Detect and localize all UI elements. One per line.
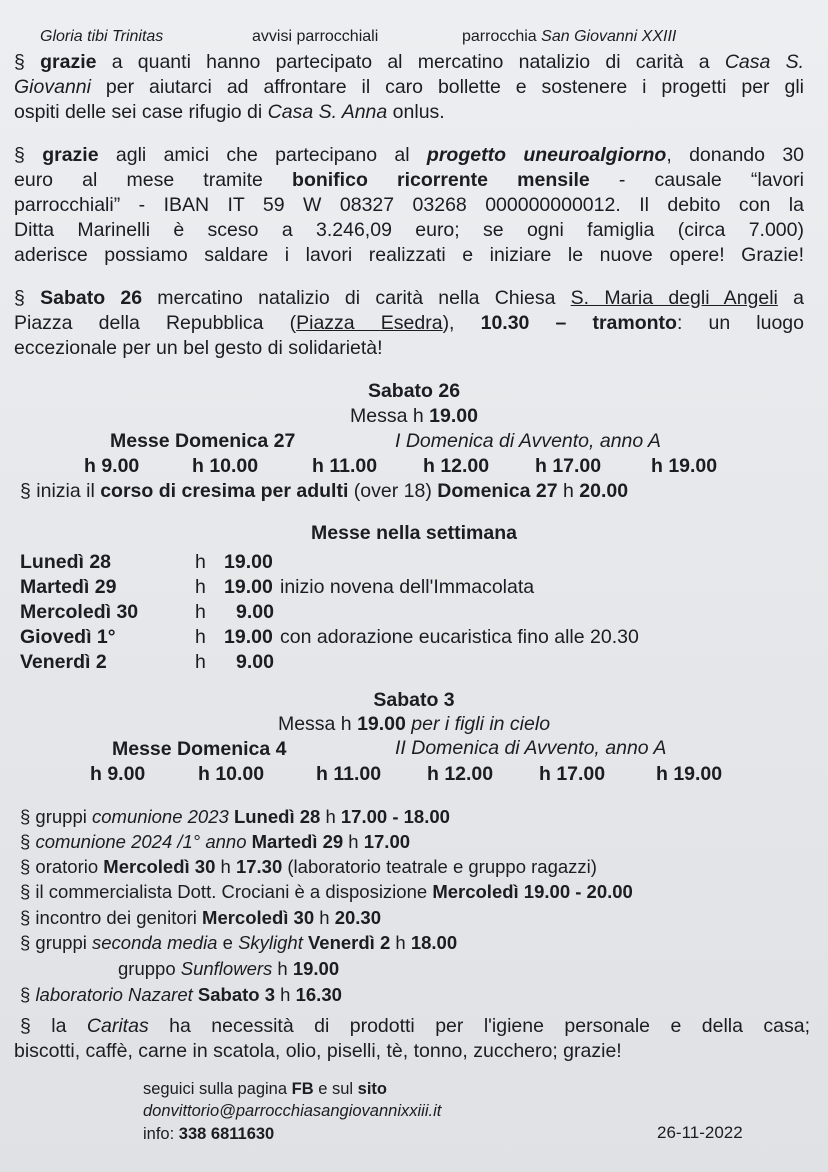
notice-caritas-line-1: § la Caritas ha necessità di prodotti per l'igiene personale e della casa; bbox=[20, 1015, 811, 1037]
market-saturday-line-3: eccezionale per un bel gesto di solidarietà! bbox=[14, 337, 383, 359]
weekday-day-5: Venerdì 2 bbox=[20, 651, 107, 673]
thanks-market-line-3: ospiti delle sei case rifugio di Casa S. Anna onlus. bbox=[14, 101, 445, 123]
weekday-day-1: Lunedì 28 bbox=[20, 551, 112, 573]
sunday-4-time-1: h 9.00 bbox=[90, 763, 146, 785]
saturday-26-title: Sabato 26 bbox=[367, 380, 461, 402]
sunday-4-time-2: h 10.00 bbox=[198, 763, 265, 785]
notice-caritas-line-2: biscotti, caffè, carne in scatola, olio, piselli, tè, tonno, zucchero; grazie! bbox=[14, 1040, 622, 1062]
weekday-day-3: Mercoledì 30 bbox=[20, 601, 139, 623]
euro-project-line-3: parrocchiali” - IBAN IT 59 W 08327 03268 000000000012. Il debito con la bbox=[14, 194, 804, 216]
saturday-3-title: Sabato 3 bbox=[373, 689, 455, 711]
header-section: avvisi parrocchiali bbox=[252, 28, 379, 45]
weekday-note-2: inizio novena dell'Immacolata bbox=[280, 576, 535, 598]
sunday-4-time-5: h 17.00 bbox=[539, 763, 606, 785]
notice-parents-meeting: § incontro dei genitori Mercoledì 30 h 20.30 bbox=[20, 907, 381, 928]
market-saturday-line-2: Piazza della Repubblica (Piazza Esedra), 10.30 – tramonto: un luogo bbox=[14, 312, 804, 334]
notice-sheet: Gloria tibi Trinitas avvisi parrocchiali parrocchia San Giovanni XXIII § grazie a quanti hanno partecipato al mercatino natalizio di carità a Casa S. Giovanni per aiutarci ad affrontare il caro bollette e sostenere i progetti per gli ospiti delle sei case rifugio di Casa S. Anna onlus. § grazie agli amici che partecipano al progetto uneuroalgiorno, donando 30 euro al mese tramite bonifico ricorrente mensile - causale “lavori parrocchiali” - IBAN IT 59 W 08327 03268 000000000012. Il debito con la Ditta Marinelli è sceso a 3.246,09 euro; se ogni famiglia (circa 7.000) aderisce possiamo saldare i lavori realizzati e iniziare le nuove opere! Grazie! § Sabato 26 mercatino natalizio di carità nella Chiesa S. Maria degli Angeli a Piazza della Repubblica (Piazza Esedra), 10.30 – tramonto: un luogo eccezionale per un bel gesto di solidarietà! Sabato 26 Messa h 19.00 Messe Domenica 27 I Domenica di Avvento, anno A h 9.00 h 10.00 h 11.00 h 12.00 h 17.00 h 19.00 § inizia il corso di cresima per adulti (over 18) Domenica 27 h 20.00 Messe nella settimana Lunedì 28 h 19.00 Martedì 29 h 19.00 inizio novena dell'Immacolata Mercoledì 30 h 9.00 Giovedì 1° h 19.00 con adorazione eucaristica fino alle 20.30 Venerdì 2 h 9.00 Sabato 3 Messa h 19.00 per i figli in cielo Messe Domenica 4 II Domenica di Avvento, anno A h 9.00 h 10.00 h 11.00 h 12.00 h 17.00 h 19.00 § gruppi comunione 2023 Lunedì 28 h 17.00 - 18.00 § comunione 2024 /1° anno Martedì 29 h 17.00 § oratorio Mercoledì 30 h 17.30 (laboratorio teatrale e gruppo ragazzi) § il commercialista Dott. Crociani è a disposizione Mercoledì 19.00 - 20.00 § incontro dei genitori Mercoledì 30 h 20.30 § gruppi seconda media e Skylight Venerdì 2 h 18.00 gruppo Sunflowers h 19.00 § laboratorio Nazaret Sabato 3 h 16.30 § la Caritas ha necessità di prodotti per l'igiene personale e della casa; biscotti, caffè, carne in scatola, olio, piselli, tè, tonno, zucchero; grazie! seguici sulla pagina FB e sul sito donvittorio@parrocchiasangiovannixxiii.it info: 338 6811630 26-11-2022 bbox=[0, 0, 828, 1172]
weekday-day-2: Martedì 29 bbox=[20, 576, 117, 598]
saturday-3-mass: Messa h 19.00 per i figli in cielo bbox=[277, 713, 551, 735]
sunday-27-time-4: h 12.00 bbox=[423, 455, 490, 477]
weekday-time-3: 9.00 bbox=[236, 601, 274, 623]
sunday-27-time-2: h 10.00 bbox=[192, 455, 259, 477]
thanks-market-line-2: Giovanni per aiutarci ad affrontare il caro bollette e sostenere i progetti per gli bbox=[14, 76, 804, 98]
euro-project-line-5: aderisce possiamo saldare i lavori realizzati e iniziare le nuove opere! Grazie! bbox=[14, 244, 804, 266]
notice-groups-skylight: § gruppi seconda media e Skylight Venerdì 2 h 18.00 bbox=[20, 932, 458, 953]
notice-communion-2024: § comunione 2024 /1° anno Martedì 29 h 17.00 bbox=[20, 831, 411, 852]
notice-oratory: § oratorio Mercoledì 30 h 17.30 (laboratorio teatrale e gruppo ragazzi) bbox=[20, 856, 597, 877]
saturday-26-mass: Messa h 19.00 bbox=[350, 405, 478, 427]
euro-project-line-4: Ditta Marinelli è sceso a 3.246,09 euro; se ogni famiglia (circa 7.000) bbox=[14, 219, 804, 241]
weekday-time-2: 19.00 bbox=[224, 576, 273, 598]
sunday-27-time-6: h 19.00 bbox=[651, 455, 718, 477]
market-saturday-line-1: § Sabato 26 mercatino natalizio di carità nella Chiesa S. Maria degli Angeli a bbox=[14, 287, 804, 309]
footer-follow: seguici sulla pagina FB e sul sito bbox=[143, 1080, 387, 1098]
euro-project-line-1: § grazie agli amici che partecipano al progetto uneuroalgiorno, donando 30 bbox=[14, 144, 805, 166]
sunday-27-title: Messe Domenica 27 bbox=[110, 430, 296, 452]
notice-nazaret-lab: § laboratorio Nazaret Sabato 3 h 16.30 bbox=[20, 984, 342, 1005]
footer-date: 26-11-2022 bbox=[657, 1123, 743, 1142]
sunday-27-subtitle: I Domenica di Avvento, anno A bbox=[395, 430, 661, 452]
notice-communion-2023: § gruppi comunione 2023 Lunedì 28 h 17.00 - 18.00 bbox=[20, 806, 450, 827]
footer-email: donvittorio@parrocchiasangiovannixxiii.it bbox=[143, 1102, 442, 1120]
thanks-market-line-1: § grazie a quanti hanno partecipato al mercatino natalizio di carità a Casa S. bbox=[14, 51, 804, 73]
weekday-day-4: Giovedì 1° bbox=[20, 626, 116, 648]
notice-sunflowers: gruppo Sunflowers h 19.00 bbox=[118, 958, 340, 979]
weekday-time-4: 19.00 bbox=[224, 626, 273, 648]
weekday-masses-title: Messe nella settimana bbox=[311, 522, 517, 544]
weekday-time-1: 19.00 bbox=[224, 551, 273, 573]
sunday-4-time-4: h 12.00 bbox=[427, 763, 494, 785]
sunday-4-subtitle: II Domenica di Avvento, anno A bbox=[395, 737, 667, 759]
sunday-27-time-3: h 11.00 bbox=[312, 455, 378, 477]
euro-project-line-2: euro al mese tramite bonifico ricorrente mensile - causale “lavori bbox=[14, 169, 804, 191]
notice-accountant: § il commercialista Dott. Crociani è a disposizione Mercoledì 19.00 - 20.00 bbox=[20, 881, 633, 902]
sunday-27-time-5: h 17.00 bbox=[535, 455, 602, 477]
sunday-4-time-6: h 19.00 bbox=[656, 763, 723, 785]
weekday-time-5: 9.00 bbox=[236, 651, 274, 673]
header-parish: parrocchia San Giovanni XXIII bbox=[462, 28, 677, 45]
header-motto: Gloria tibi Trinitas bbox=[40, 28, 164, 45]
confirmation-course-line: § inizia il corso di cresima per adulti (over 18) Domenica 27 h 20.00 bbox=[20, 480, 629, 502]
sunday-4-title: Messe Domenica 4 bbox=[112, 738, 287, 760]
footer-info: info: 338 6811630 bbox=[143, 1125, 275, 1143]
weekday-note-4: con adorazione eucaristica fino alle 20.30 bbox=[280, 626, 639, 648]
sunday-27-time-1: h 9.00 bbox=[84, 455, 140, 477]
sunday-4-time-3: h 11.00 bbox=[316, 763, 382, 785]
